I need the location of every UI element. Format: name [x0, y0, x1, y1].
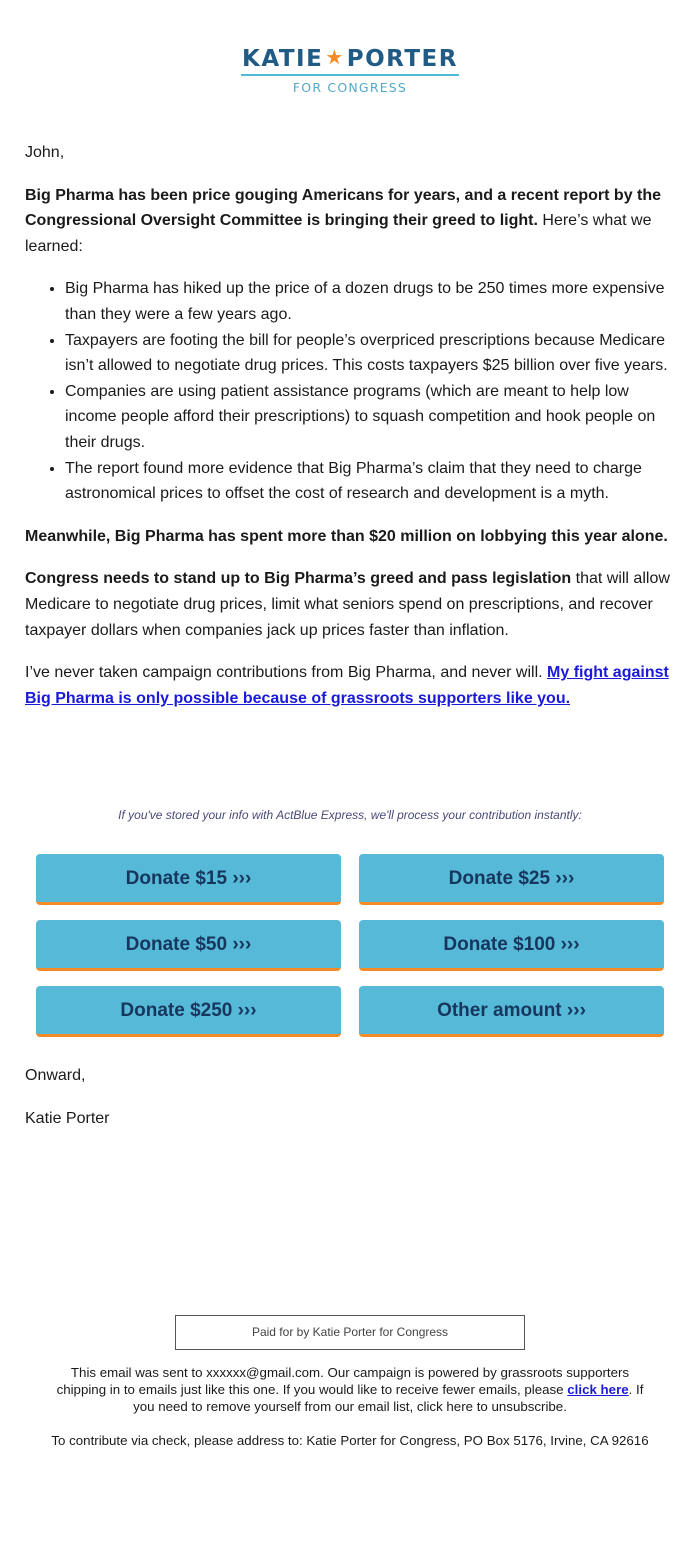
grassroots-text: I’ve never taken campaign contributions from Big Pharma, and never will.: [25, 664, 548, 682]
congress-paragraph: [25, 566, 677, 643]
donate-50-button[interactable]: Donate $50 ›››: [36, 920, 341, 971]
footer-unsubscribe-text: [50, 1364, 650, 1415]
donate-250-button[interactable]: Donate $250 ›››: [36, 986, 341, 1037]
grassroots-paragraph: [25, 660, 677, 711]
paid-for-disclaimer: Paid for by Katie Porter for Congress: [175, 1315, 525, 1350]
donate-100-button[interactable]: Donate $100 ›››: [359, 920, 664, 971]
click-here-link[interactable]: click here: [567, 1382, 629, 1397]
logo-divider: [241, 74, 459, 76]
findings-list: [25, 276, 677, 506]
closing-text: Onward,: [25, 1067, 86, 1084]
footer-text-a: This email was sent to xxxxxx@gmail.com. Our campaign is powered by grassroots supporters chipping in to emails just like this one. If you would like to receive fewer emails, please: [56, 1365, 630, 1397]
logo-subtitle: FOR CONGRESS: [292, 80, 408, 95]
congress-rest-text: that will allow Medicare to negotiate drug prices, limit what seniors spend on prescriptions, and recover taxpayer dollars when companies jack up prices faster than inflation.: [25, 570, 670, 639]
list-item: • Companies are using patient assistance programs (which are meant to help low income people afford their prescriptions) to squash competition and hook people on their drugs.: [65, 379, 677, 456]
list-item: • Big Pharma has hiked up the price of a dozen drugs to be 250 times more expensive than they were a few years ago.: [65, 276, 677, 327]
intro-bold-text: Big Pharma has been price gouging Americans for years, and a recent report by the Congressional Oversight Committee is bringing their greed to light.: [25, 186, 662, 230]
logo-first-name: KATIE: [242, 46, 324, 72]
grassroots-link[interactable]: My fight against Big Pharma is only possible because of grassroots supporters like you.: [25, 664, 669, 707]
star-icon: ★: [325, 45, 345, 69]
footer-check-address: To contribute via check, please address to: Katie Porter for Congress, PO Box 5176, Irvine, CA 92616: [51, 1433, 649, 1448]
actblue-note: If you've stored your info with ActBlue Express, we'll process your contribution instantly:: [118, 808, 582, 822]
donate-other-amount-button[interactable]: Other amount ›››: [359, 986, 664, 1037]
footer-text-b: . If you need to remove yourself from our email list, click here to unsubscribe.: [133, 1382, 644, 1414]
lobbying-paragraph: [25, 524, 677, 550]
list-item: • The report found more evidence that Big Pharma’s claim that they need to charge astronomical prices to offset the cost of research and development is a myth.: [65, 456, 677, 507]
campaign-logo: [0, 46, 700, 95]
lobbying-bold-text: Meanwhile, Big Pharma has spent more than $20 million on lobbying this year alone.: [25, 527, 668, 545]
signature-name: Katie Porter: [25, 1110, 110, 1127]
intro-rest-text: Here’s what we learned:: [25, 212, 652, 255]
logo-last-name: PORTER: [346, 46, 458, 72]
greeting: John,: [25, 144, 65, 161]
list-item: • Taxpayers are footing the bill for people’s overpriced prescriptions because Medicare isn’t allowed to negotiate drug prices. This costs taxpayers $25 billion over five years.: [65, 328, 677, 379]
congress-bold-text: Congress needs to stand up to Big Pharma’s greed and pass legislation: [25, 570, 572, 588]
intro-paragraph: [25, 183, 677, 260]
logo-wordmark: [242, 46, 458, 72]
email-body: [25, 140, 677, 728]
donate-15-button[interactable]: Donate $15 ›››: [36, 854, 341, 905]
donate-25-button[interactable]: Donate $25 ›››: [359, 854, 664, 905]
